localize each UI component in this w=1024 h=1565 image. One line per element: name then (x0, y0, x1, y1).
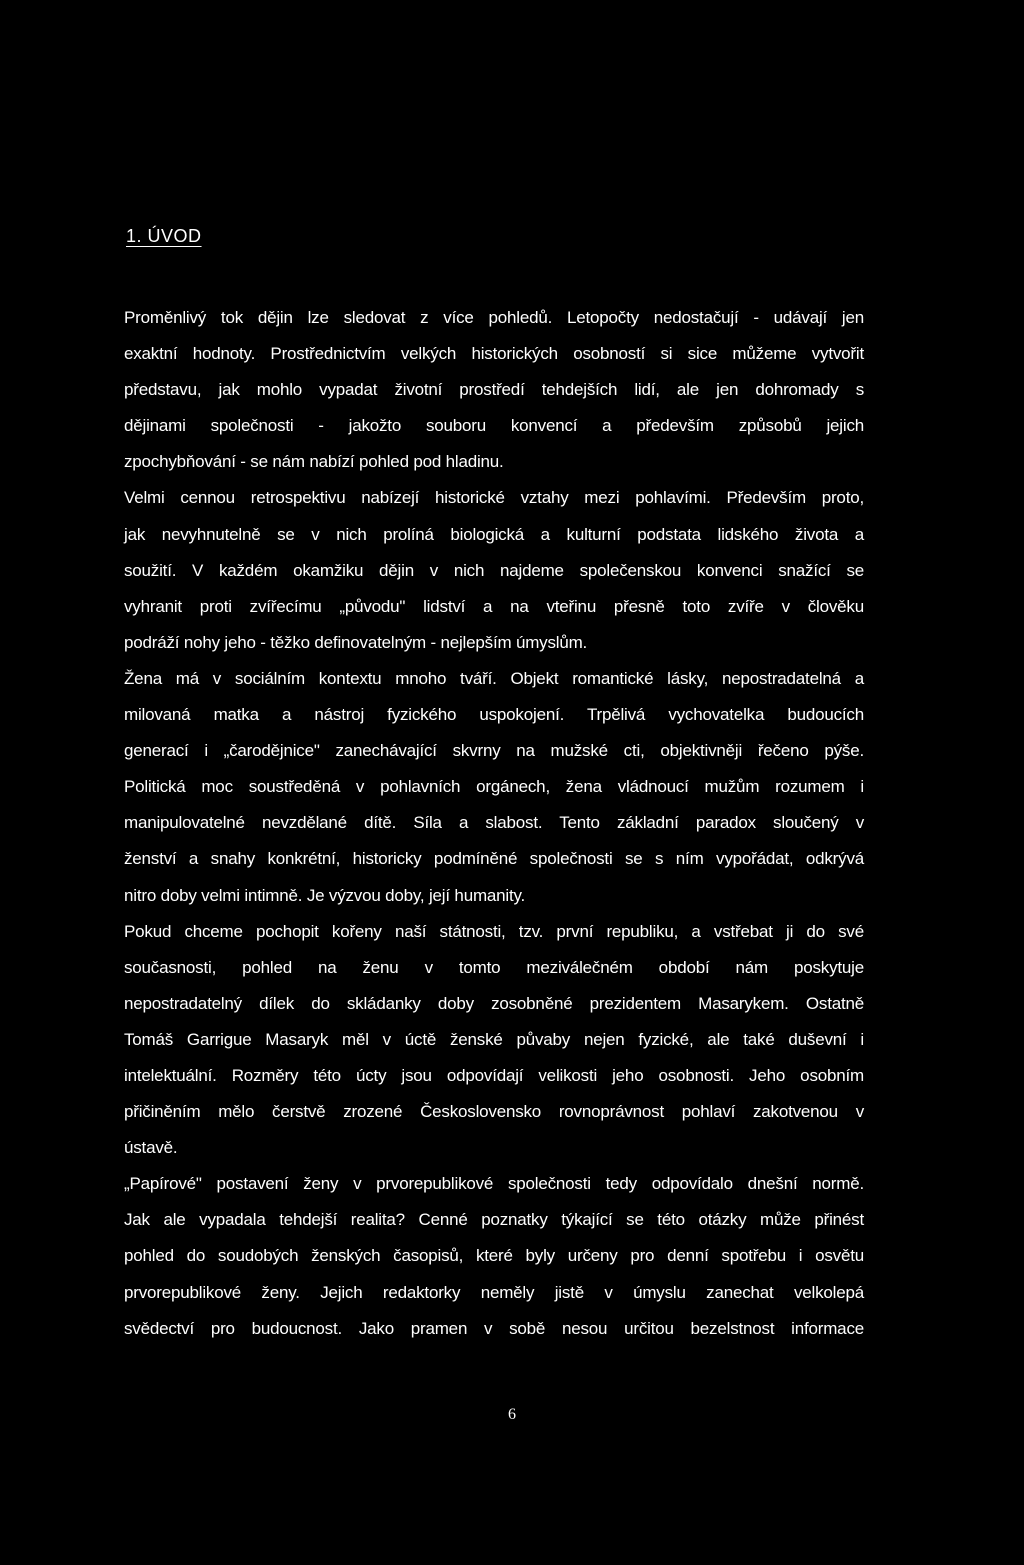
text-line: podráží nohy jeho - těžko definovatelným - nejlepším úmyslům. (124, 632, 588, 652)
text-line: představu, jak mohlo vypadat životní prostředí tehdejších lidí, ale jen dohromady s (124, 380, 864, 400)
text-line: prvorepublikové ženy. Jejich redaktorky neměly jistě v úmyslu zanechat velkolepá (124, 1282, 864, 1302)
text-line: svědectví pro budoucnost. Jako pramen v sobě nesou určitou bezelstnost informace (124, 1318, 864, 1338)
text-line: nitro doby velmi intimně. Je výzvou doby, její humanity. (124, 885, 526, 905)
text-line: Žena má v sociálním kontextu mnoho tváří. Objekt romantické lásky, nepostradatelná a (124, 668, 864, 688)
text-line: pohled do soudobých ženských časopisů, které byly určeny pro denní spotřebu i osvětu (124, 1246, 864, 1266)
text-line: intelektuální. Rozměry této úcty jsou odpovídají velikosti jeho osobnosti. Jeho osobním (124, 1065, 864, 1085)
text-line: Politická moc soustředěná v pohlavních orgánech, žena vládnoucí mužům rozumem i (124, 777, 864, 797)
text-line: Pokud chceme pochopit kořeny naší státnosti, tzv. první republiku, a vstřebat ji do své (124, 921, 864, 941)
text-line: „Papírové" postavení ženy v prvorepublikové společnosti tedy odpovídalo dnešní normě. (124, 1174, 864, 1194)
text-line: manipulovatelné nevzdělané dítě. Síla a slabost. Tento základní paradox sloučený v (124, 813, 864, 833)
text-line: vyhranit proti zvířecímu „původu" lidství a na vteřinu přesně toto zvíře v člověku (124, 596, 864, 616)
text-line: dějinami společnosti - jakožto souboru konvencí a především způsobů jejich (124, 416, 864, 436)
text-line: současnosti, pohled na ženu v tomto meziválečném období nám poskytuje (124, 957, 864, 977)
text-line: soužití. V každém okamžiku dějin v nich najdeme společenskou konvenci snažící se (124, 560, 864, 580)
text-line: Tomáš Garrigue Masaryk měl v úctě ženské půvaby nejen fyzické, ale také duševní i (124, 1029, 864, 1049)
text-line: milovaná matka a nástroj fyzického uspokojení. Trpělivá vychovatelka budoucích (124, 705, 864, 725)
text-line: přičiněním mělo čerstvě zrozené Československo rovnoprávnost pohlaví zakotvenou v (124, 1102, 864, 1122)
section-heading: 1. ÚVOD (126, 226, 202, 246)
text-line: zpochybňování - se nám nabízí pohled pod hladinu. (124, 452, 504, 472)
text-line: Proměnlivý tok dějin lze sledovat z více pohledů. Letopočty nedostačují - udávají jen (124, 308, 864, 327)
text-line: Jak ale vypadala tehdejší realita? Cenné poznatky týkající se této otázky může přinést (124, 1210, 864, 1230)
text-line: jak nevyhnutelně se v nich prolíná biologická a kulturní podstata lidského života a (124, 524, 864, 544)
page-number: 6 (508, 1406, 516, 1423)
text-line: nepostradatelný dílek do skládanky doby zosobněné prezidentem Masarykem. Ostatně (124, 993, 864, 1013)
text-line: ústavě. (124, 1138, 178, 1158)
text-line: ženství a snahy konkrétní, historicky podmíněné společnosti se s ním vypořádat, odkrývá (124, 849, 864, 869)
text-line: exaktní hodnoty. Prostřednictvím velkých historických osobností si sice můžeme vytvořit (124, 344, 864, 364)
body-text (124, 300, 864, 1347)
text-line: Velmi cennou retrospektivu nabízejí historické vztahy mezi pohlavími. Především proto, (124, 488, 864, 508)
text-line: generací i „čarodějnice" zanechávající skvrny na mužské cti, objektivněji řečeno pýše. (124, 741, 864, 761)
